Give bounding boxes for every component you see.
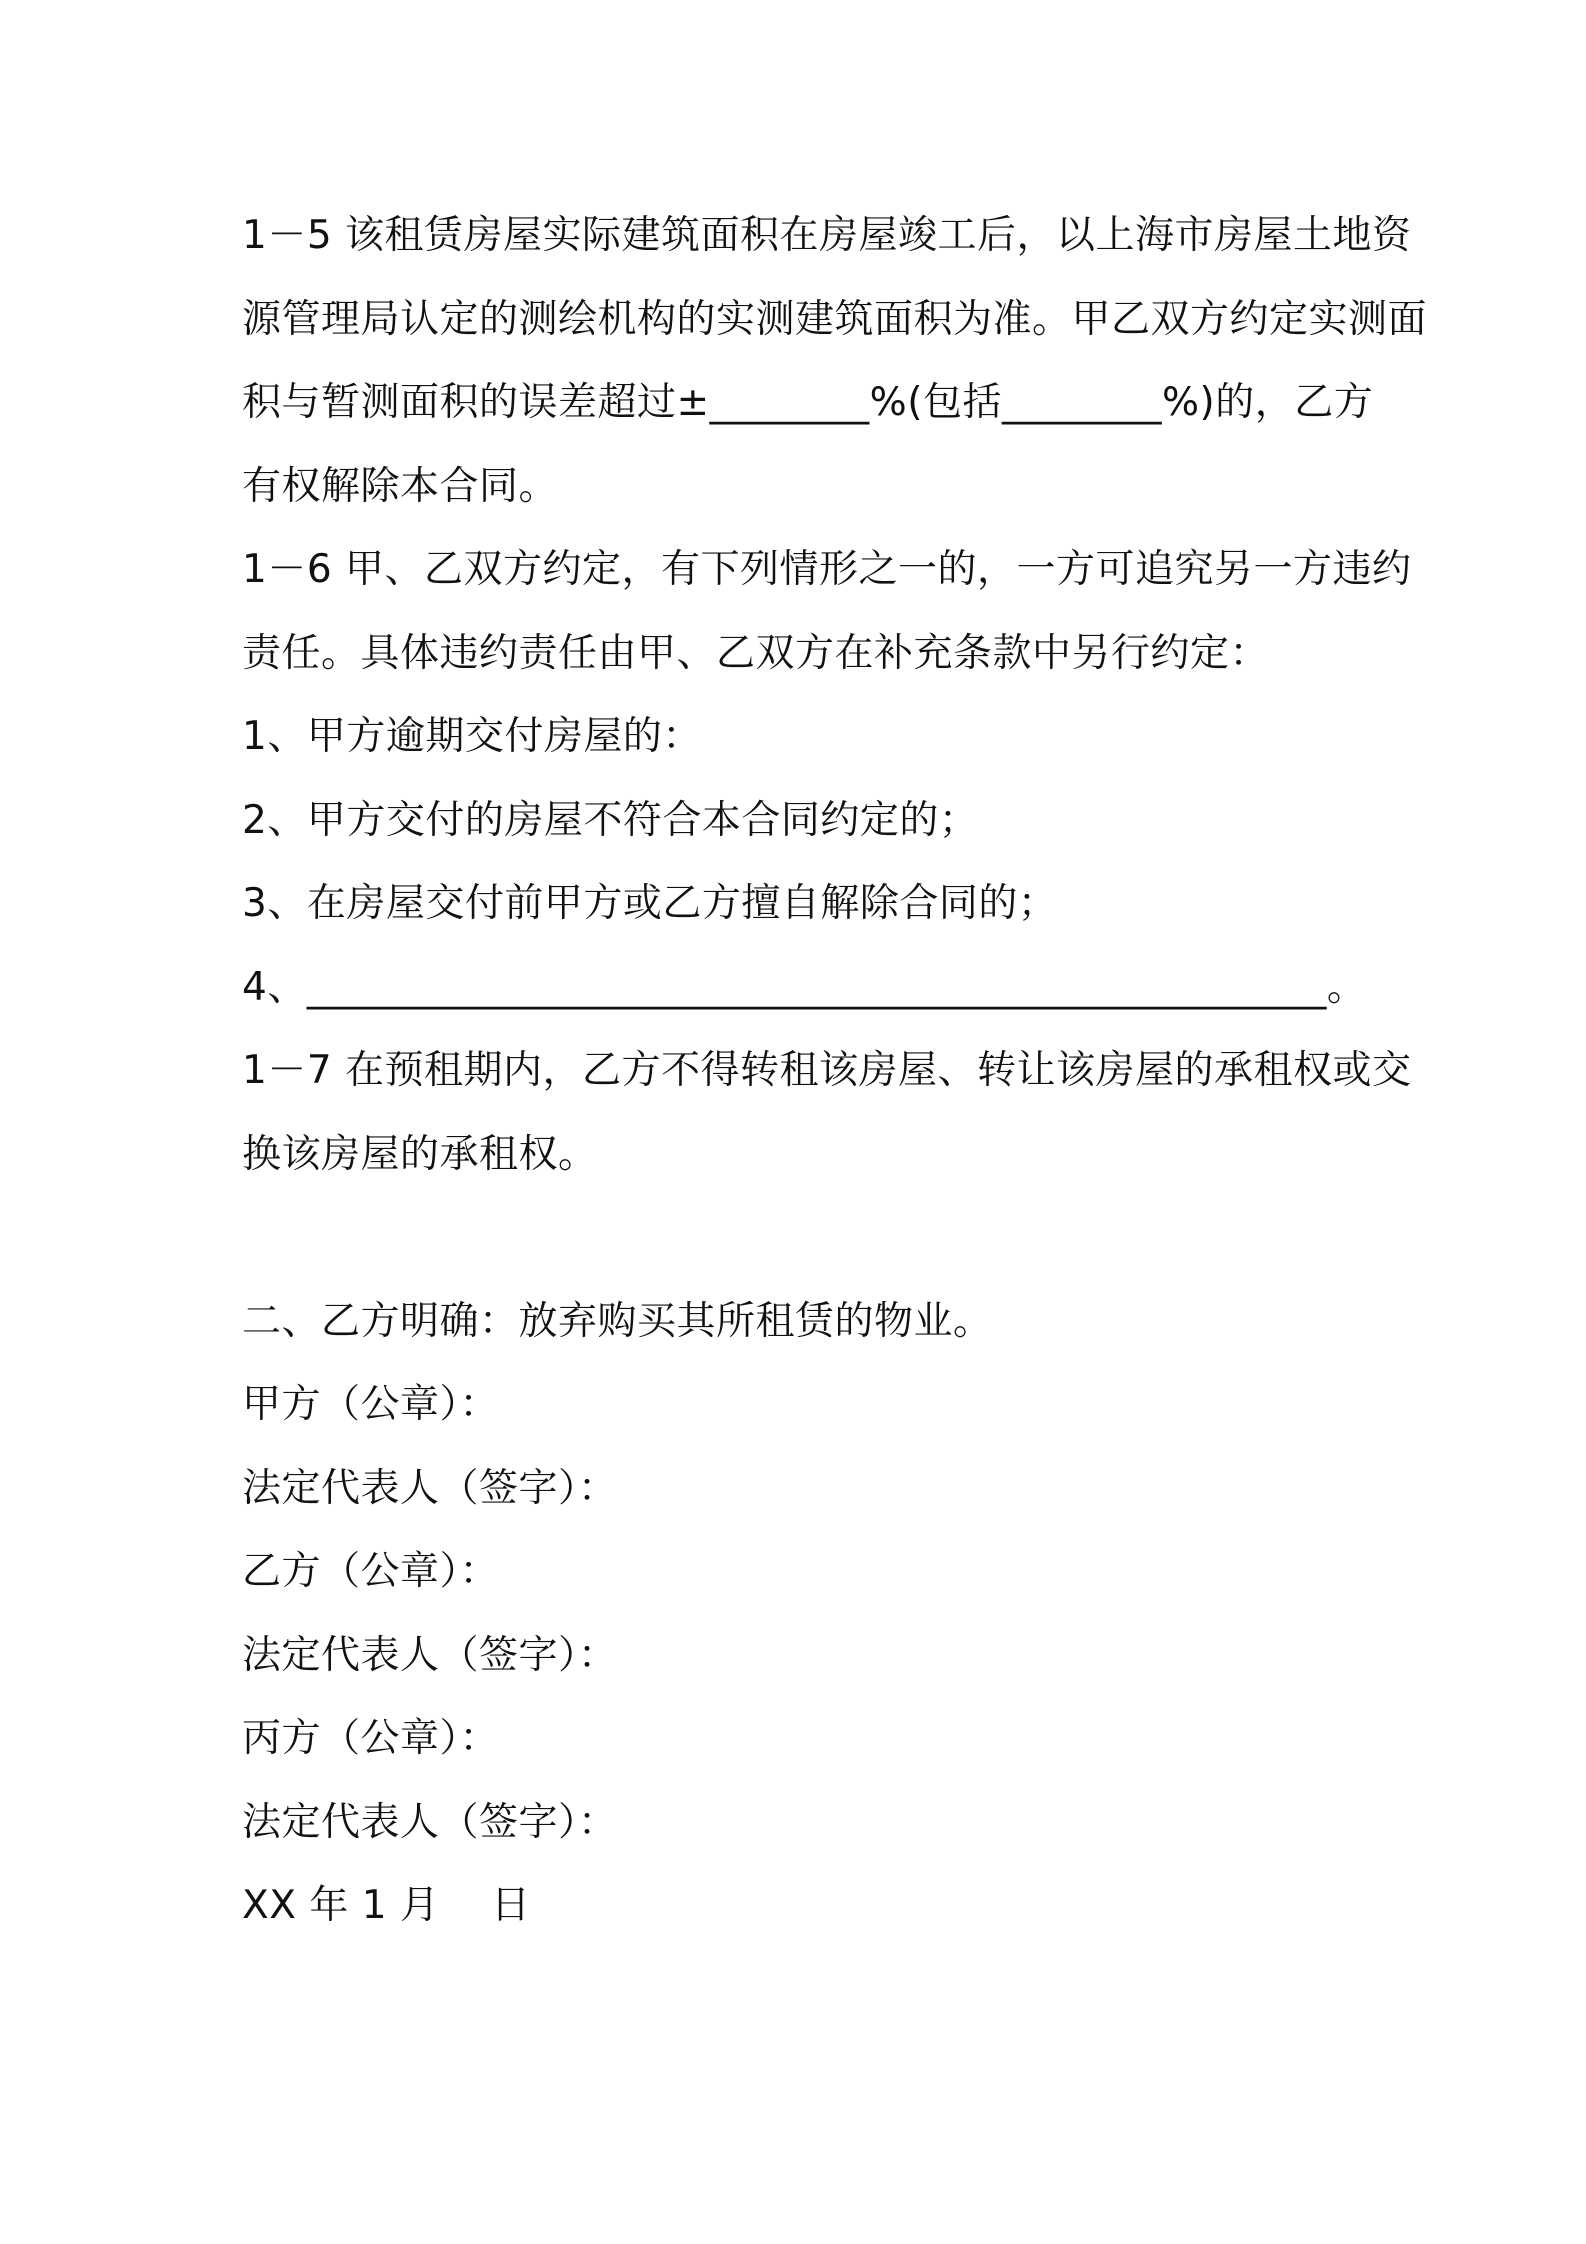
clause-1-6-item: 4、___________________________________________________。 <box>242 964 1367 1010</box>
clause-1-5-line: 积与暂测面积的误差超过±________%(包括________%)的，乙方 <box>242 380 1374 425</box>
signature-line: 乙方（公章）： <box>242 1549 500 1594</box>
signature-line: 甲方（公章）： <box>242 1382 500 1427</box>
signature-line: 法定代表人（签字）： <box>242 1799 618 1845</box>
clause-1-6-line: 责任。具体违约责任由甲、乙双方在补充条款中另行约定： <box>242 630 1270 676</box>
signature-block <box>242 1363 1362 1948</box>
clause-1-6-item: 3、在房屋交付前甲方或乙方擅自解除合同的； <box>242 881 1058 926</box>
clause-1-7 <box>242 1029 1412 1196</box>
clause-1-6-item: 1、甲方逾期交付房屋的： <box>242 714 702 759</box>
clause-1-6-item: 2、甲方交付的房屋不符合本合同约定的； <box>242 797 979 843</box>
clause-1-5-line: 1－5 该租赁房屋实际建筑面积在房屋竣工后，以上海市房屋土地资 <box>242 213 1412 258</box>
signature-line: 法定代表人（签字）： <box>242 1632 618 1678</box>
signature-line: 法定代表人（签字）： <box>242 1465 618 1511</box>
clause-1-7-line: 1－7 在预租期内，乙方不得转租该房屋、转让该房屋的承租权或交 <box>242 1048 1412 1093</box>
clause-1-7-line: 换该房屋的承租权。 <box>242 1131 598 1177</box>
clause-1-5-line: 有权解除本合同。 <box>242 463 559 509</box>
section-2 <box>242 1280 1362 1364</box>
clause-1-6-line: 1－6 甲、乙双方约定，有下列情形之一的，一方可追究另一方违约 <box>242 547 1412 592</box>
section-2-line: 二、乙方明确：放弃购买其所租赁的物业。 <box>242 1298 993 1344</box>
date-line: XX 年 1 月 日 <box>242 1883 531 1928</box>
paragraph-spacer <box>242 1196 1362 1280</box>
document-body <box>242 194 1428 1948</box>
clause-1-6 <box>242 528 1412 1029</box>
clause-1-5 <box>242 194 1428 528</box>
signature-line: 丙方（公章）： <box>242 1716 500 1761</box>
clause-1-5-line: 源管理局认定的测绘机构的实测建筑面积为准。甲乙双方约定实测面 <box>242 296 1428 342</box>
